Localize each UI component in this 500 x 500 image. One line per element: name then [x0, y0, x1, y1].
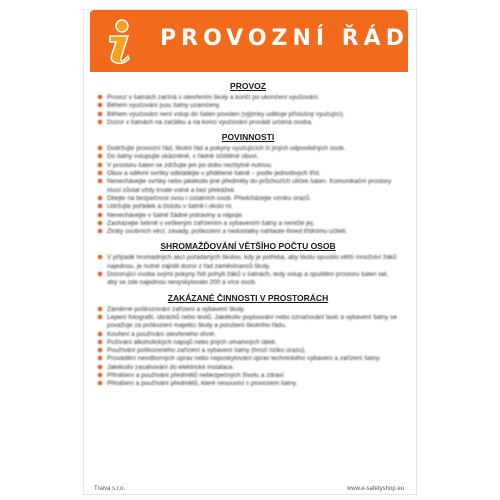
bullet-icon	[98, 146, 102, 150]
bullet-icon	[98, 315, 102, 319]
section-title: SHROMAŽĎOVÁNÍ VĚTŠÍHO POČTU OSOB	[160, 241, 336, 252]
bullet-icon	[98, 255, 102, 259]
bullet-icon	[98, 307, 102, 311]
bullet-icon	[98, 154, 102, 158]
bullet-icon	[98, 179, 102, 183]
list-item: Dodržujte provozní řád, školní řád a pokyny vyučujících či jiných odpovědných osob.	[96, 145, 400, 153]
bullet-icon	[98, 171, 102, 175]
list-item: Udržujte pořádek a čistotu v šatně i okolo ní.	[96, 203, 400, 211]
list-item: Provoz v šatnách začíná s otevřením školy a končí po ukončení vyučování.	[96, 94, 400, 102]
bullet-icon	[98, 332, 102, 336]
bullet-icon	[98, 340, 102, 344]
list-item: Dozor v šatnách na začátku a na konci vyučování provádí určená osoba.	[96, 119, 400, 127]
bullet-icon	[98, 213, 102, 217]
section-title: POVINNOSTI	[221, 132, 275, 143]
list-item: Dozorující osoba svými pokyny řídí pohyb žáků v šatnách, tedy vstup a opuštění prostoru šaten tak, aby se zde najednou nevyskytovalo 200 a více osob.	[96, 271, 400, 288]
list-item: Ztráty osobních věcí, závady, poškození a nedostatky nahlaste ihned třídnímu učiteli.	[96, 228, 400, 236]
list-item: Nenechávejte v šatně žádné potraviny a nápoje.	[96, 212, 400, 220]
list-item: Přinášení a používání předmětů, které nesouvisí s provozem šatny.	[96, 380, 400, 388]
bullet-icon	[98, 120, 102, 124]
section-povinnosti	[96, 132, 400, 236]
list-item: Během vyučování není vstup do šaten povolen (výjimky uděluje příslušný vyučující).	[96, 111, 400, 119]
bullet-icon	[98, 381, 102, 385]
sign-header	[90, 10, 408, 72]
bullet-icon	[98, 163, 102, 167]
bullet-icon	[98, 196, 102, 200]
list-item: V prostoru šaten se zdržujte jen po dobu nezbytně nutnou.	[96, 162, 400, 170]
info-icon	[98, 18, 140, 64]
list-item: V případě hromadných akcí pořádaných školou, kdy je potřeba, aby školu opustilo větší množství žáků najednou, je nutné zajistit dozor z řad zaměstnanců školy.	[96, 254, 400, 271]
bullet-icon	[98, 229, 102, 233]
list-item: Do šatny vstupujte ukázněně, v řádně očištěné obuvi.	[96, 153, 400, 161]
section-zakazane-cinnosti	[96, 293, 400, 389]
list-item: Přinášení a používání předmětů nebezpečných životu a zdraví.	[96, 372, 400, 380]
section-title: ZAKÁZANÉ ČINNOSTI V PROSTORÁCH	[167, 292, 329, 303]
bullet-icon	[98, 373, 102, 377]
footer-company: Traiva s.r.o.	[94, 486, 126, 492]
section-shromazdovani	[96, 241, 400, 287]
list-item: Během vyučování jsou šatny uzamčeny.	[96, 102, 400, 110]
bullet-icon	[98, 221, 102, 225]
bullet-icon	[98, 365, 102, 369]
footer-website: www.e-safetyshop.eu	[346, 486, 404, 492]
bullet-icon	[98, 95, 102, 99]
bullet-icon	[98, 272, 102, 276]
list-item: Dbejte na bezpečnost svou i ostatních osob. Předcházejte vzniku úrazů.	[96, 195, 400, 203]
list-item: Záměrné poškozování zařízení a vybavení školy.	[96, 306, 400, 314]
list-item: Kouření a používání otevřeného ohně.	[96, 331, 400, 339]
section-title: PROVOZ	[230, 81, 266, 91]
list-item: Používání poškozeného zařízení a vybavení šatny (hrozí riziko úrazu).	[96, 347, 400, 355]
bullet-icon	[98, 103, 102, 107]
list-item: Provádění neodborných oprav nebo neposkytování úprav technického vybavení a zařízení šatny.	[96, 355, 400, 363]
bullet-icon	[98, 356, 102, 360]
list-item: Nenechávejte svršky nebo jakékoliv jiné předměty do průchozích uliček šaten. Komunikační prostory musí zůstat vždy trvale volné a bez překážek.	[96, 178, 400, 195]
list-item: Požívání alkoholických nápojů nebo jiných omamných látek.	[96, 339, 400, 347]
sign-content	[96, 76, 400, 389]
bullet-icon	[98, 112, 102, 116]
list-item: Zacházejte šetrně s veškerým zařízením a vybavením šatny a neničte jej.	[96, 220, 400, 228]
list-item: Jakékoliv zasahování do elektrické instalace.	[96, 364, 400, 372]
bullet-icon	[98, 348, 102, 352]
sign-title: PROVOZNÍ ŘÁD	[160, 26, 409, 51]
list-item: Obuv a oděvní svršky odkládejte v přidělené šatně – podle jednotlivých tříd.	[96, 170, 400, 178]
list-item: Lepení fotografií, obrázků nebo textů. Jakékoliv popisování nebo označování lavic a vybavení šatny se považuje za poškození majetku školy a porušení školního řádu.	[96, 314, 400, 331]
section-provoz	[96, 81, 400, 127]
sign-board	[84, 10, 416, 494]
bullet-icon	[98, 204, 102, 208]
